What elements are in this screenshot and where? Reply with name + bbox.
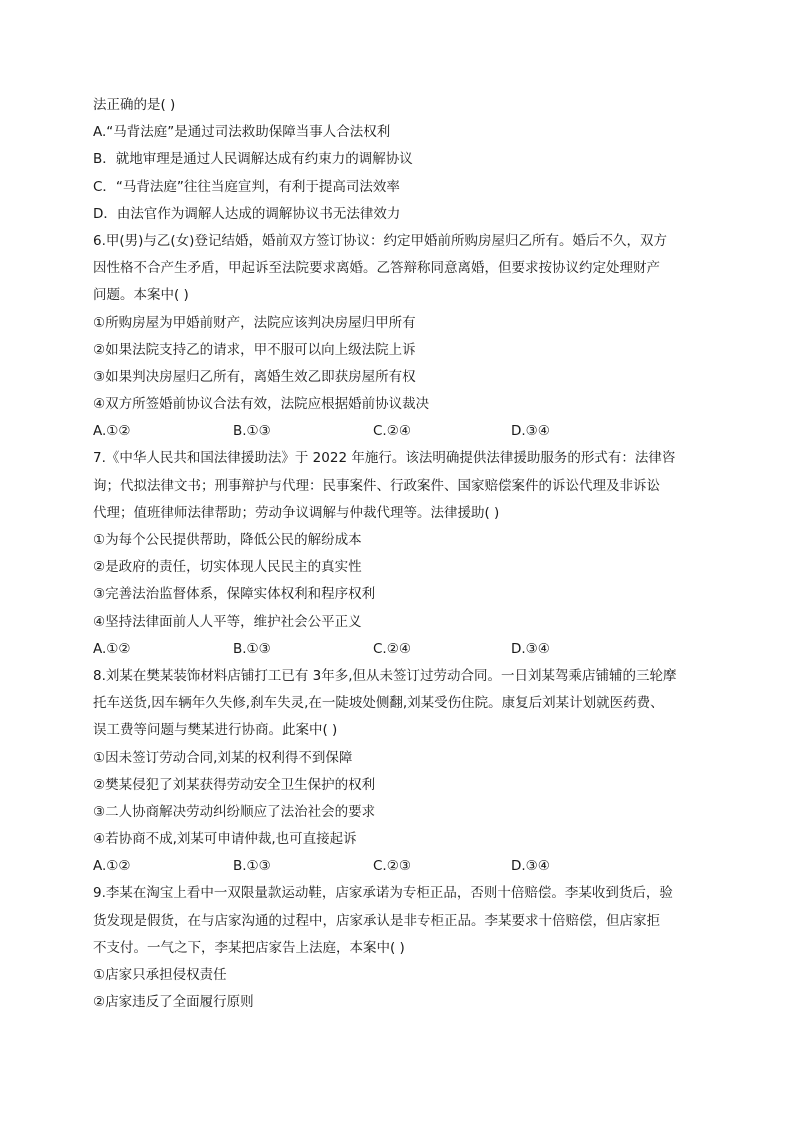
question-8-statement-4: ④若协商不成,刘某可申请仲裁,也可直接起诉 bbox=[93, 831, 357, 848]
question-7-stem-line: 代理；值班律师法律帮助；劳动争议调解与仲裁代理等。法律援助( ) bbox=[93, 504, 500, 521]
question-6-stem-line: 问题。本案中( ) bbox=[93, 287, 189, 304]
question-8-choice-d: D.③④ bbox=[511, 858, 550, 875]
question-6 bbox=[93, 228, 703, 446]
question-7-statement-2: ②是政府的责任，切实体现人民民主的真实性 bbox=[93, 559, 362, 576]
question-9-stem-line: 不支付。一气之下，李某把店家告上法庭，本案中( ) bbox=[93, 939, 405, 956]
question-6-choices bbox=[93, 418, 703, 445]
question-6-choice-d: D.③④ bbox=[511, 423, 550, 440]
question-7-statement-3: ③完善法治监督体系，保障实体权利和程序权利 bbox=[93, 586, 376, 603]
question-7-choice-b: B.①③ bbox=[233, 640, 271, 657]
question-8-stem-line: 托车送货,因车辆年久失修,刹车失灵,在一陡坡处侧翻,刘某受伤住院。康复后刘某计划就医药费、 bbox=[93, 695, 664, 712]
exam-page bbox=[93, 92, 703, 1016]
question-5-option-a: A.“马背法庭”是通过司法救助保障当事人合法权利 bbox=[93, 124, 391, 141]
question-6-stem-line: 6.甲(男)与乙(女)登记结婚，婚前双方签订协议：约定甲婚前所购房屋归乙所有。婚后不久，双方 bbox=[93, 232, 667, 249]
question-6-statement-1: ①所购房屋为甲婚前财产，法院应该判决房屋归甲所有 bbox=[93, 314, 416, 331]
question-6-choice-a: A.①② bbox=[93, 423, 131, 440]
question-9 bbox=[93, 880, 703, 1016]
question-5 bbox=[93, 92, 703, 228]
question-6-choice-b: B.①③ bbox=[233, 423, 271, 440]
question-8-statement-3: ③二人协商解决劳动纠纷顺应了法治社会的要求 bbox=[93, 803, 376, 820]
question-5-stem-tail: 法正确的是( ) bbox=[93, 97, 176, 113]
question-7-choice-c: C.②④ bbox=[373, 640, 411, 657]
question-9-stem-line: 9.李某在淘宝上看中一双限量款运动鞋，店家承诺为专柜正品，否则十倍赔偿。李某收到货后，验 bbox=[93, 885, 673, 902]
question-9-statement-2: ②店家违反了全面履行原则 bbox=[93, 994, 254, 1011]
question-8-stem-line: 8.刘某在樊某装饰材料店铺打工已有 3年多,但从未签订过劳动合同。一日刘某驾乘店铺辅的三轮摩 bbox=[93, 667, 677, 684]
question-6-choice-c: C.②④ bbox=[373, 423, 411, 440]
question-8-choice-b: B.①③ bbox=[233, 858, 271, 875]
question-7-choices bbox=[93, 636, 703, 663]
question-7-stem-line: 询；代拟法律文书；刑事辩护与代理：民事案件、行政案件、国家赔偿案件的诉讼代理及非诉讼 bbox=[93, 477, 660, 494]
question-9-stem-line: 货发现是假货，在与店家沟通的过程中，店家承认是非专柜正品。李某要求十倍赔偿，但店家拒 bbox=[93, 912, 660, 929]
question-8-choices bbox=[93, 853, 703, 880]
question-8-choice-a: A.①② bbox=[93, 858, 131, 875]
question-8-stem-line: 误工费等问题与樊某进行协商。此案中( ) bbox=[93, 722, 338, 739]
question-7-choice-d: D.③④ bbox=[511, 640, 550, 657]
question-6-stem-line: 因性格不合产生矛盾，甲起诉至法院要求离婚。乙答辩称同意离婚，但要求按协议约定处理财产 bbox=[93, 260, 660, 277]
question-5-option-d: D．由法官作为调解人达成的调解协议书无法律效力 bbox=[93, 205, 401, 222]
question-7 bbox=[93, 445, 703, 663]
question-8-statement-2: ②樊某侵犯了刘某获得劳动安全卫生保护的权利 bbox=[93, 776, 376, 793]
question-6-statement-4: ④双方所签婚前协议合法有效，法院应根据婚前协议裁决 bbox=[93, 396, 430, 413]
question-6-statement-2: ②如果法院支持乙的请求，甲不服可以向上级法院上诉 bbox=[93, 341, 416, 358]
question-7-statement-4: ④坚持法律面前人人平等，维护社会公平正义 bbox=[93, 613, 362, 630]
question-7-choice-a: A.①② bbox=[93, 640, 131, 657]
question-8 bbox=[93, 663, 703, 881]
question-9-statement-1: ①店家只承担侵权责任 bbox=[93, 967, 227, 983]
question-7-stem-line: 7.《中华人民共和国法律援助法》于 2022 年施行。该法明确提供法律援助服务的形式有：法律咨 bbox=[93, 450, 676, 467]
question-8-choice-c: C.②③ bbox=[373, 858, 411, 875]
question-5-option-c: C．“马背法庭”往往当庭宣判，有利于提高司法效率 bbox=[93, 178, 400, 195]
question-8-statement-1: ①因未签订劳动合同,刘某的权利得不到保障 bbox=[93, 749, 353, 766]
question-7-statement-1: ①为每个公民提供帮助，降低公民的解纷成本 bbox=[93, 532, 362, 548]
question-6-statement-3: ③如果判决房屋归乙所有，离婚生效乙即获房屋所有权 bbox=[93, 368, 416, 385]
question-5-option-b: B．就地审理是通过人民调解达成有约束力的调解协议 bbox=[93, 151, 413, 168]
